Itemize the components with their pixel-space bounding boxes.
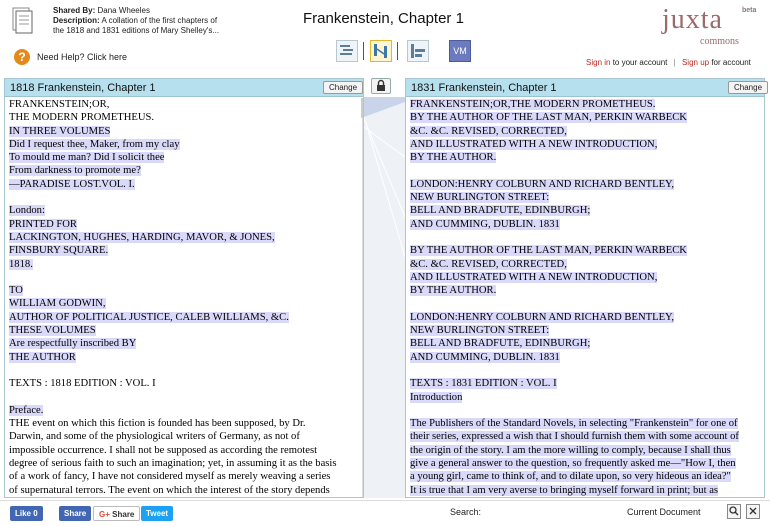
- text-line: [9, 351, 362, 364]
- text-line: [9, 430, 362, 443]
- text-line: [410, 324, 764, 337]
- line-text: degree of serious faith to such an imagination; yet, in assuming it as the basis: [9, 458, 337, 470]
- text-line: [410, 151, 764, 164]
- text-line: [9, 457, 362, 470]
- text-line: [9, 271, 362, 284]
- text-line: [410, 484, 764, 497]
- help-icon[interactable]: ?: [14, 49, 30, 65]
- search-label: Search:: [450, 507, 482, 517]
- diff-highlight: NEW BURLINGTON STREET:: [410, 325, 550, 337]
- share-metadata: [53, 6, 219, 36]
- text-line: [9, 311, 362, 324]
- line-text: FRANKENSTEIN;OR,: [9, 99, 110, 110]
- line-text: of supernatural terrors. The event on which the interest of the story depends: [9, 484, 330, 496]
- diff-highlight: The Publishers of the Standard Novels, in selecting "Frankenstein" for one of: [410, 418, 738, 430]
- diff-highlight: BY THE AUTHOR OF THE LAST MAN, PERKIN WARBECK: [410, 112, 687, 124]
- text-line: [9, 125, 362, 138]
- text-line: [410, 191, 764, 204]
- text-line: [410, 311, 764, 324]
- search-clear-button[interactable]: [746, 504, 760, 519]
- search-icon: [728, 505, 740, 517]
- header: [0, 0, 770, 74]
- diff-highlight: Preface.: [9, 404, 44, 416]
- diff-highlight: LONDON:HENRY COLBURN AND RICHARD BENTLEY,: [410, 311, 674, 323]
- text-line: [410, 138, 764, 151]
- diff-highlight: FINSBURY SQUARE.: [9, 245, 109, 257]
- diff-highlight: IN THREE VOLUMES: [9, 125, 111, 137]
- text-line: [9, 231, 362, 244]
- text-line: [410, 284, 764, 297]
- line-text: of a work of fancy, I have not considered myself as merely weaving a series: [9, 471, 331, 483]
- view-separator: [363, 42, 364, 60]
- text-line: [9, 111, 362, 124]
- diff-highlight: Introduction: [410, 391, 463, 403]
- text-line: [9, 297, 362, 310]
- text-line: [9, 191, 362, 204]
- text-line: [410, 364, 764, 377]
- text-line: [410, 404, 764, 417]
- diff-highlight: London:: [9, 205, 45, 217]
- diff-highlight: LACKINGTON, HUGHES, HARDING, MAVOR, & JONES,: [9, 231, 275, 243]
- text-line: [410, 417, 764, 430]
- left-change-button[interactable]: Change: [323, 81, 363, 94]
- diff-highlight: BELL AND BRADFUTE, EDINBURGH;: [410, 338, 591, 350]
- sign-in-text: to your account: [612, 58, 668, 67]
- diff-highlight: BY THE AUTHOR OF THE LAST MAN, PERKIN WARBECK: [410, 245, 687, 257]
- histogram-view-icon: [408, 41, 428, 61]
- help-link[interactable]: Need Help? Click here: [37, 52, 128, 62]
- text-line: [410, 218, 764, 231]
- alignment-gutter: [364, 97, 405, 498]
- search-button[interactable]: [727, 504, 741, 519]
- sign-in-link[interactable]: Sign in: [586, 58, 611, 67]
- line-text: THE event on which this fiction is founded has been supposed, by Dr.: [9, 418, 306, 430]
- text-line: [9, 151, 362, 164]
- text-line: [410, 204, 764, 217]
- diff-highlight: AND ILLUSTRATED WITH A NEW INTRODUCTION,: [410, 271, 658, 283]
- text-line: [410, 337, 764, 350]
- google-share-button[interactable]: [93, 506, 140, 521]
- google-plus-icon: G+: [99, 510, 110, 519]
- search-scope[interactable]: Current Document: [627, 507, 701, 517]
- diff-highlight: It is true that I am very averse to bringing myself forward in print; but as: [410, 484, 719, 496]
- text-line: [9, 444, 362, 457]
- diff-highlight: AUTHOR OF POLITICAL JUSTICE, CALEB WILLIAMS, &C.: [9, 311, 289, 323]
- line-text: Darwin, and some of the physiological writers of Germany, as not of: [9, 431, 300, 443]
- diff-highlight: TEXTS : 1831 EDITION : VOL. I: [410, 378, 557, 390]
- text-line: [410, 457, 764, 470]
- facebook-like-button[interactable]: Like 0: [10, 506, 43, 521]
- text-line: [410, 164, 764, 177]
- diff-highlight: Did I request thee, Maker, from my clay: [9, 138, 180, 150]
- search-input[interactable]: [487, 505, 607, 520]
- diff-highlight: LONDON:HENRY COLBURN AND RICHARD BENTLEY,: [410, 178, 674, 190]
- vm-view-button[interactable]: VM: [449, 40, 471, 62]
- diff-highlight: —PARADISE LOST.VOL. I.: [9, 178, 135, 190]
- text-line: [9, 404, 362, 417]
- text-line: [410, 470, 764, 483]
- text-line: [9, 138, 362, 151]
- text-line: [410, 271, 764, 284]
- left-witness-title: 1818 Frankenstein, Chapter 1: [10, 82, 156, 94]
- right-change-button[interactable]: Change: [728, 81, 768, 94]
- text-line: [9, 377, 362, 390]
- footer: [0, 500, 770, 526]
- diff-highlight: THE AUTHOR: [9, 351, 76, 363]
- description-label: Description:: [53, 16, 100, 25]
- diff-highlight: WILLIAM GODWIN,: [9, 298, 106, 310]
- lock-icon: [372, 79, 390, 93]
- text-line: [410, 258, 764, 271]
- diff-highlight: AND CUMMING, DUBLIN. 1831: [410, 218, 560, 230]
- text-line: [410, 377, 764, 390]
- text-line: [9, 417, 362, 430]
- left-pane-header: [5, 79, 363, 97]
- text-line: [410, 244, 764, 257]
- text-line: [9, 364, 362, 377]
- text-line: [9, 484, 362, 497]
- text-line: [410, 111, 764, 124]
- histogram-view-button[interactable]: [407, 40, 429, 62]
- right-pane-header: [406, 79, 764, 97]
- diff-highlight: NEW BURLINGTON STREET:: [410, 192, 550, 204]
- description-line2: the 1818 and 1831 editions of Mary Shelley's...: [53, 26, 220, 35]
- logo-subtitle: commons: [700, 36, 739, 47]
- line-text: TEXTS : 1818 EDITION : VOL. I: [9, 378, 156, 390]
- logo-beta: beta: [742, 7, 757, 14]
- left-scrollbar[interactable]: [361, 98, 363, 118]
- diff-highlight: 1818.: [9, 258, 33, 270]
- text-line: [410, 391, 764, 404]
- text-line: [410, 351, 764, 364]
- document-icon: [9, 6, 35, 34]
- page-title: Frankenstein, Chapter 1: [303, 10, 464, 27]
- logo-text: juxta: [662, 4, 723, 35]
- diff-highlight: To mould me man? Did I solicit thee: [9, 152, 165, 164]
- diff-highlight: a young girl, came to think of, and to dilate upon, so very hideous an idea?": [410, 471, 731, 483]
- text-line: [9, 98, 362, 111]
- right-witness-text[interactable]: [406, 98, 764, 497]
- juxta-logo: [662, 4, 762, 48]
- shared-by-label: Shared By:: [53, 6, 96, 15]
- text-line: [410, 178, 764, 191]
- side-by-side-view-button[interactable]: [336, 40, 358, 62]
- account-separator: |: [673, 58, 676, 67]
- collation-view-button[interactable]: [370, 40, 392, 62]
- diff-highlight: &C. &C. REVISED, CORRECTED,: [410, 125, 567, 137]
- left-witness-text[interactable]: [5, 98, 363, 497]
- side-by-side-view-icon: [371, 41, 391, 61]
- diff-highlight: THESE VOLUMES: [9, 325, 96, 337]
- scroll-lock-button[interactable]: [371, 78, 391, 94]
- diff-highlight: AND ILLUSTRATED WITH A NEW INTRODUCTION,: [410, 138, 658, 150]
- diff-highlight: give a general answer to the question, so frequently asked me—"How I, then: [410, 458, 736, 470]
- text-line: [9, 470, 362, 483]
- diff-highlight: FRANKENSTEIN;OR,THE MODERN PROMETHEUS.: [410, 99, 656, 110]
- diff-highlight: BELL AND BRADFUTE, EDINBURGH;: [410, 205, 591, 217]
- text-line: [410, 430, 764, 443]
- line-text: THE MODERN PROMETHEUS.: [9, 112, 155, 124]
- text-line: [9, 164, 362, 177]
- tweet-button[interactable]: Tweet: [141, 506, 173, 521]
- sign-up-text: for account: [711, 58, 751, 67]
- diff-highlight: From darkness to promote me?: [9, 165, 141, 177]
- account-links: [586, 58, 751, 67]
- text-line: [9, 337, 362, 350]
- description-line1: A collation of the first chapters of: [101, 16, 218, 25]
- diff-highlight: BY THE AUTHOR.: [410, 152, 497, 164]
- diff-highlight: their series, expressed a wish that I should furnish them with some account of: [410, 431, 739, 443]
- diff-highlight: Are respectfully inscribed BY: [9, 338, 137, 350]
- diff-highlight: AND CUMMING, DUBLIN. 1831: [410, 351, 560, 363]
- text-line: [9, 284, 362, 297]
- right-witness-pane: [405, 78, 765, 498]
- text-line: [9, 178, 362, 191]
- text-line: [9, 391, 362, 404]
- view-separator: [397, 42, 398, 60]
- heatmap-view-icon: [337, 41, 357, 61]
- facebook-share-button[interactable]: Share: [59, 506, 91, 521]
- close-icon: [747, 505, 759, 517]
- text-line: [9, 218, 362, 231]
- diff-highlight: BY THE AUTHOR.: [410, 285, 497, 297]
- left-witness-pane: [4, 78, 364, 498]
- text-line: [9, 244, 362, 257]
- text-line: [410, 98, 764, 111]
- text-line: [410, 297, 764, 310]
- diff-highlight: &C. &C. REVISED, CORRECTED,: [410, 258, 567, 270]
- text-line: [9, 204, 362, 217]
- google-share-label: Share: [112, 510, 135, 519]
- text-line: [9, 324, 362, 337]
- text-line: [410, 444, 764, 457]
- diff-highlight: TO: [9, 285, 23, 297]
- line-text: impossible occurrence. I shall not be supposed as according the remotest: [9, 444, 318, 456]
- text-line: [410, 231, 764, 244]
- sign-up-link[interactable]: Sign up: [681, 58, 710, 67]
- shared-by-name: Dana Wheeles: [97, 6, 150, 15]
- text-line: [410, 125, 764, 138]
- diff-highlight: the origin of the story. I am the more willing to comply, because I shall thus: [410, 444, 731, 456]
- diff-highlight: PRINTED FOR: [9, 218, 77, 230]
- right-witness-title: 1831 Frankenstein, Chapter 1: [411, 82, 557, 94]
- text-line: [9, 258, 362, 271]
